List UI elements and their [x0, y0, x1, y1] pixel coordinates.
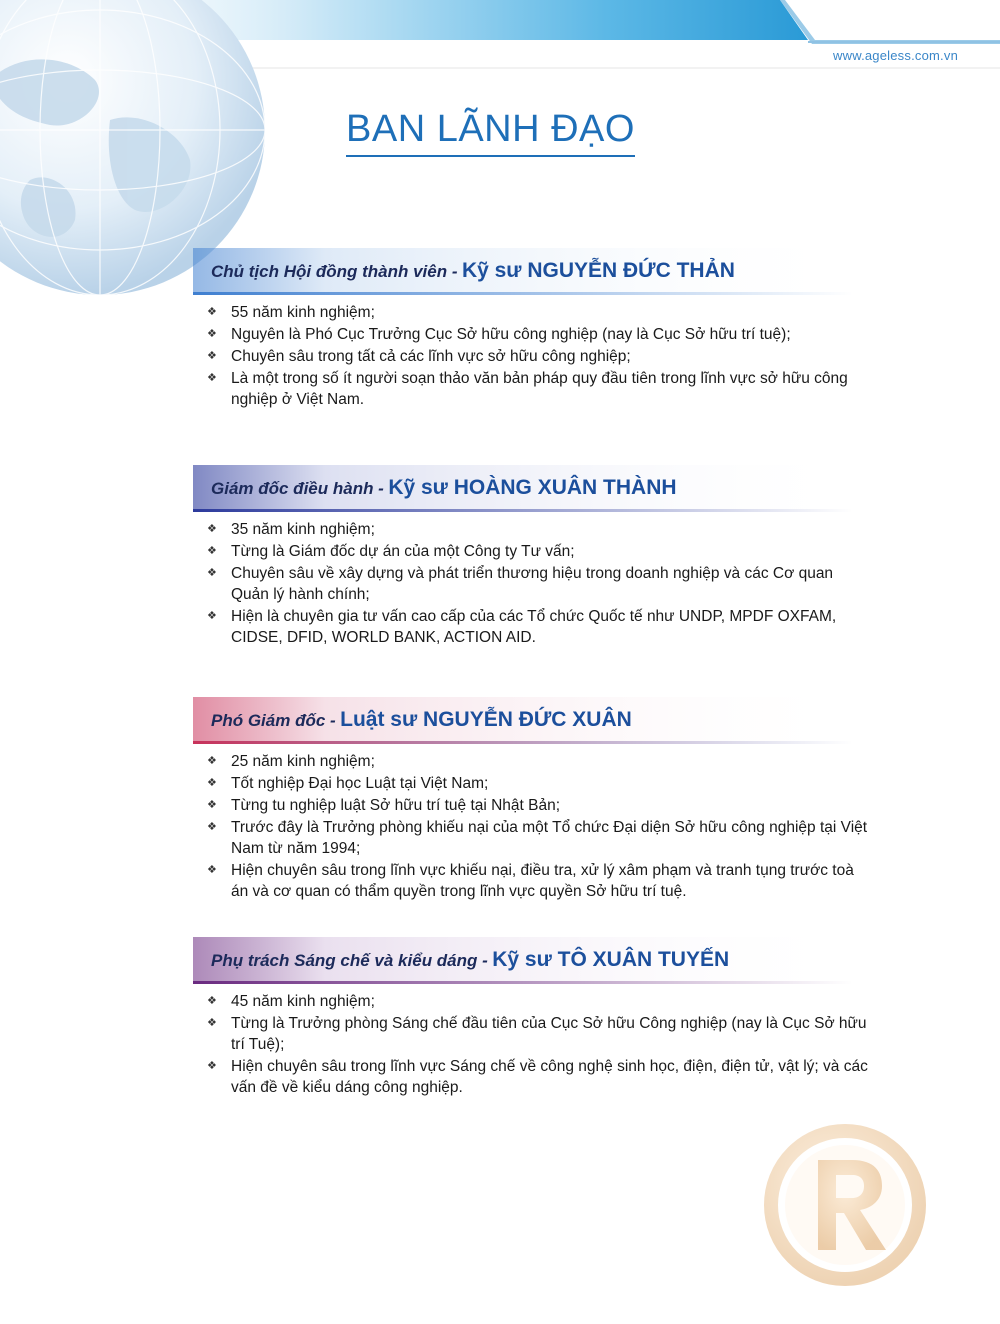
bullet-icon: ❖	[207, 864, 217, 876]
bullet-icon: ❖	[207, 567, 217, 579]
bullet-icon: ❖	[207, 523, 217, 535]
person-name: Kỹ sư TÔ XUÂN TUYẾN	[492, 948, 730, 971]
role-title: Phó Giám đốc -	[211, 711, 336, 730]
list-item: ❖ 25 năm kinh nghiệm;	[207, 753, 375, 770]
list-item: ❖ Hiện là chuyên gia tư vấn cao cấp của các Tổ chức Quốc tế như UNDP, MPDF OXFAM, CIDSE, DFID, WORLD BANK, ACTION AID.	[207, 608, 837, 646]
leader-section-1	[193, 248, 873, 411]
section-header	[193, 937, 853, 985]
registered-trademark-icon	[760, 1120, 930, 1290]
list-item: ❖ Từng là Trưởng phòng Sáng chế đầu tiên của Cục Sở hữu Công nghiệp (nay là Cục Sở hữu trí Tuệ);	[207, 1015, 867, 1053]
section-header	[193, 248, 853, 296]
list-item: ❖ Hiện chuyên sâu trong lĩnh vực Sáng chế về công nghệ sinh học, điện, điện tử, vật lý; và các vấn đề về kiểu dáng công nghiệp.	[207, 1058, 868, 1096]
qualification-list	[193, 519, 873, 648]
person-name: Kỹ sư NGUYỄN ĐỨC THẢN	[461, 259, 735, 282]
list-item: ❖ Là một trong số ít người soạn thảo văn bản pháp quy đầu tiên trong lĩnh vực sở hữu công nghiệp ở Việt Nam.	[207, 370, 848, 408]
list-item: ❖ Từng tu nghiệp luật Sở hữu trí tuệ tại Nhật Bản;	[207, 797, 561, 814]
qualification-list	[193, 302, 873, 410]
bullet-icon: ❖	[207, 755, 217, 767]
list-item: ❖ Nguyên là Phó Cục Trưởng Cục Sở hữu công nghiệp (nay là Cục Sở hữu trí tuệ);	[207, 326, 791, 343]
bullet-icon: ❖	[207, 821, 217, 833]
bullet-icon: ❖	[207, 306, 217, 318]
bullet-icon: ❖	[207, 350, 217, 362]
list-item: ❖ Hiện chuyên sâu trong lĩnh vực khiếu nại, điều tra, xử lý xâm phạm và tranh tụng trước toà án và cơ quan có thẩm quyền trong lĩnh vực quyền Sở hữu trí tuệ.	[207, 862, 854, 900]
bullet-icon: ❖	[207, 799, 217, 811]
section-header	[193, 697, 853, 745]
bullet-icon: ❖	[207, 777, 217, 789]
list-item: ❖ 55 năm kinh nghiệm;	[207, 304, 375, 321]
bullet-icon: ❖	[207, 372, 217, 384]
qualification-list	[193, 751, 873, 902]
leader-section-4	[193, 937, 873, 1099]
bullet-icon: ❖	[207, 995, 217, 1007]
role-title: Giám đốc điều hành -	[211, 479, 384, 498]
role-title: Phụ trách Sáng chế và kiểu dáng -	[211, 951, 488, 970]
list-item: ❖ 35 năm kinh nghiệm;	[207, 521, 375, 538]
leader-section-3	[193, 697, 873, 903]
list-item: ❖ Tốt nghiệp Đại học Luật tại Việt Nam;	[207, 775, 489, 792]
bullet-icon: ❖	[207, 545, 217, 557]
person-name: Luật sư NGUYỄN ĐỨC XUÂN	[340, 708, 632, 731]
qualification-list	[193, 991, 873, 1098]
list-item: ❖ Từng là Giám đốc dự án của một Công ty Tư vấn;	[207, 543, 575, 560]
person-name: Kỹ sư HOÀNG XUÂN THÀNH	[388, 476, 677, 499]
bullet-icon: ❖	[207, 328, 217, 340]
list-item: ❖ Trước đây là Trưởng phòng khiếu nại của một Tổ chức Đại diện Sở hữu công nghiệp tại Việt Nam từ năm 1994;	[207, 819, 868, 857]
list-item: ❖ Chuyên sâu về xây dựng và phát triển thương hiệu trong doanh nghiệp và các Cơ quan Quản lý hành chính;	[207, 565, 834, 603]
website-url[interactable]: www.ageless.com.vn	[833, 48, 958, 63]
bullet-icon: ❖	[207, 610, 217, 622]
role-title: Chủ tịch Hội đồng thành viên -	[211, 262, 458, 281]
section-header	[193, 465, 853, 513]
page-title: BAN LÃNH ĐẠO	[346, 108, 635, 157]
bullet-icon: ❖	[207, 1060, 217, 1072]
list-item: ❖ Chuyên sâu trong tất cả các lĩnh vực sở hữu công nghiệp;	[207, 348, 631, 365]
leader-section-2	[193, 465, 873, 649]
list-item: ❖ 45 năm kinh nghiệm;	[207, 993, 375, 1010]
bullet-icon: ❖	[207, 1017, 217, 1029]
